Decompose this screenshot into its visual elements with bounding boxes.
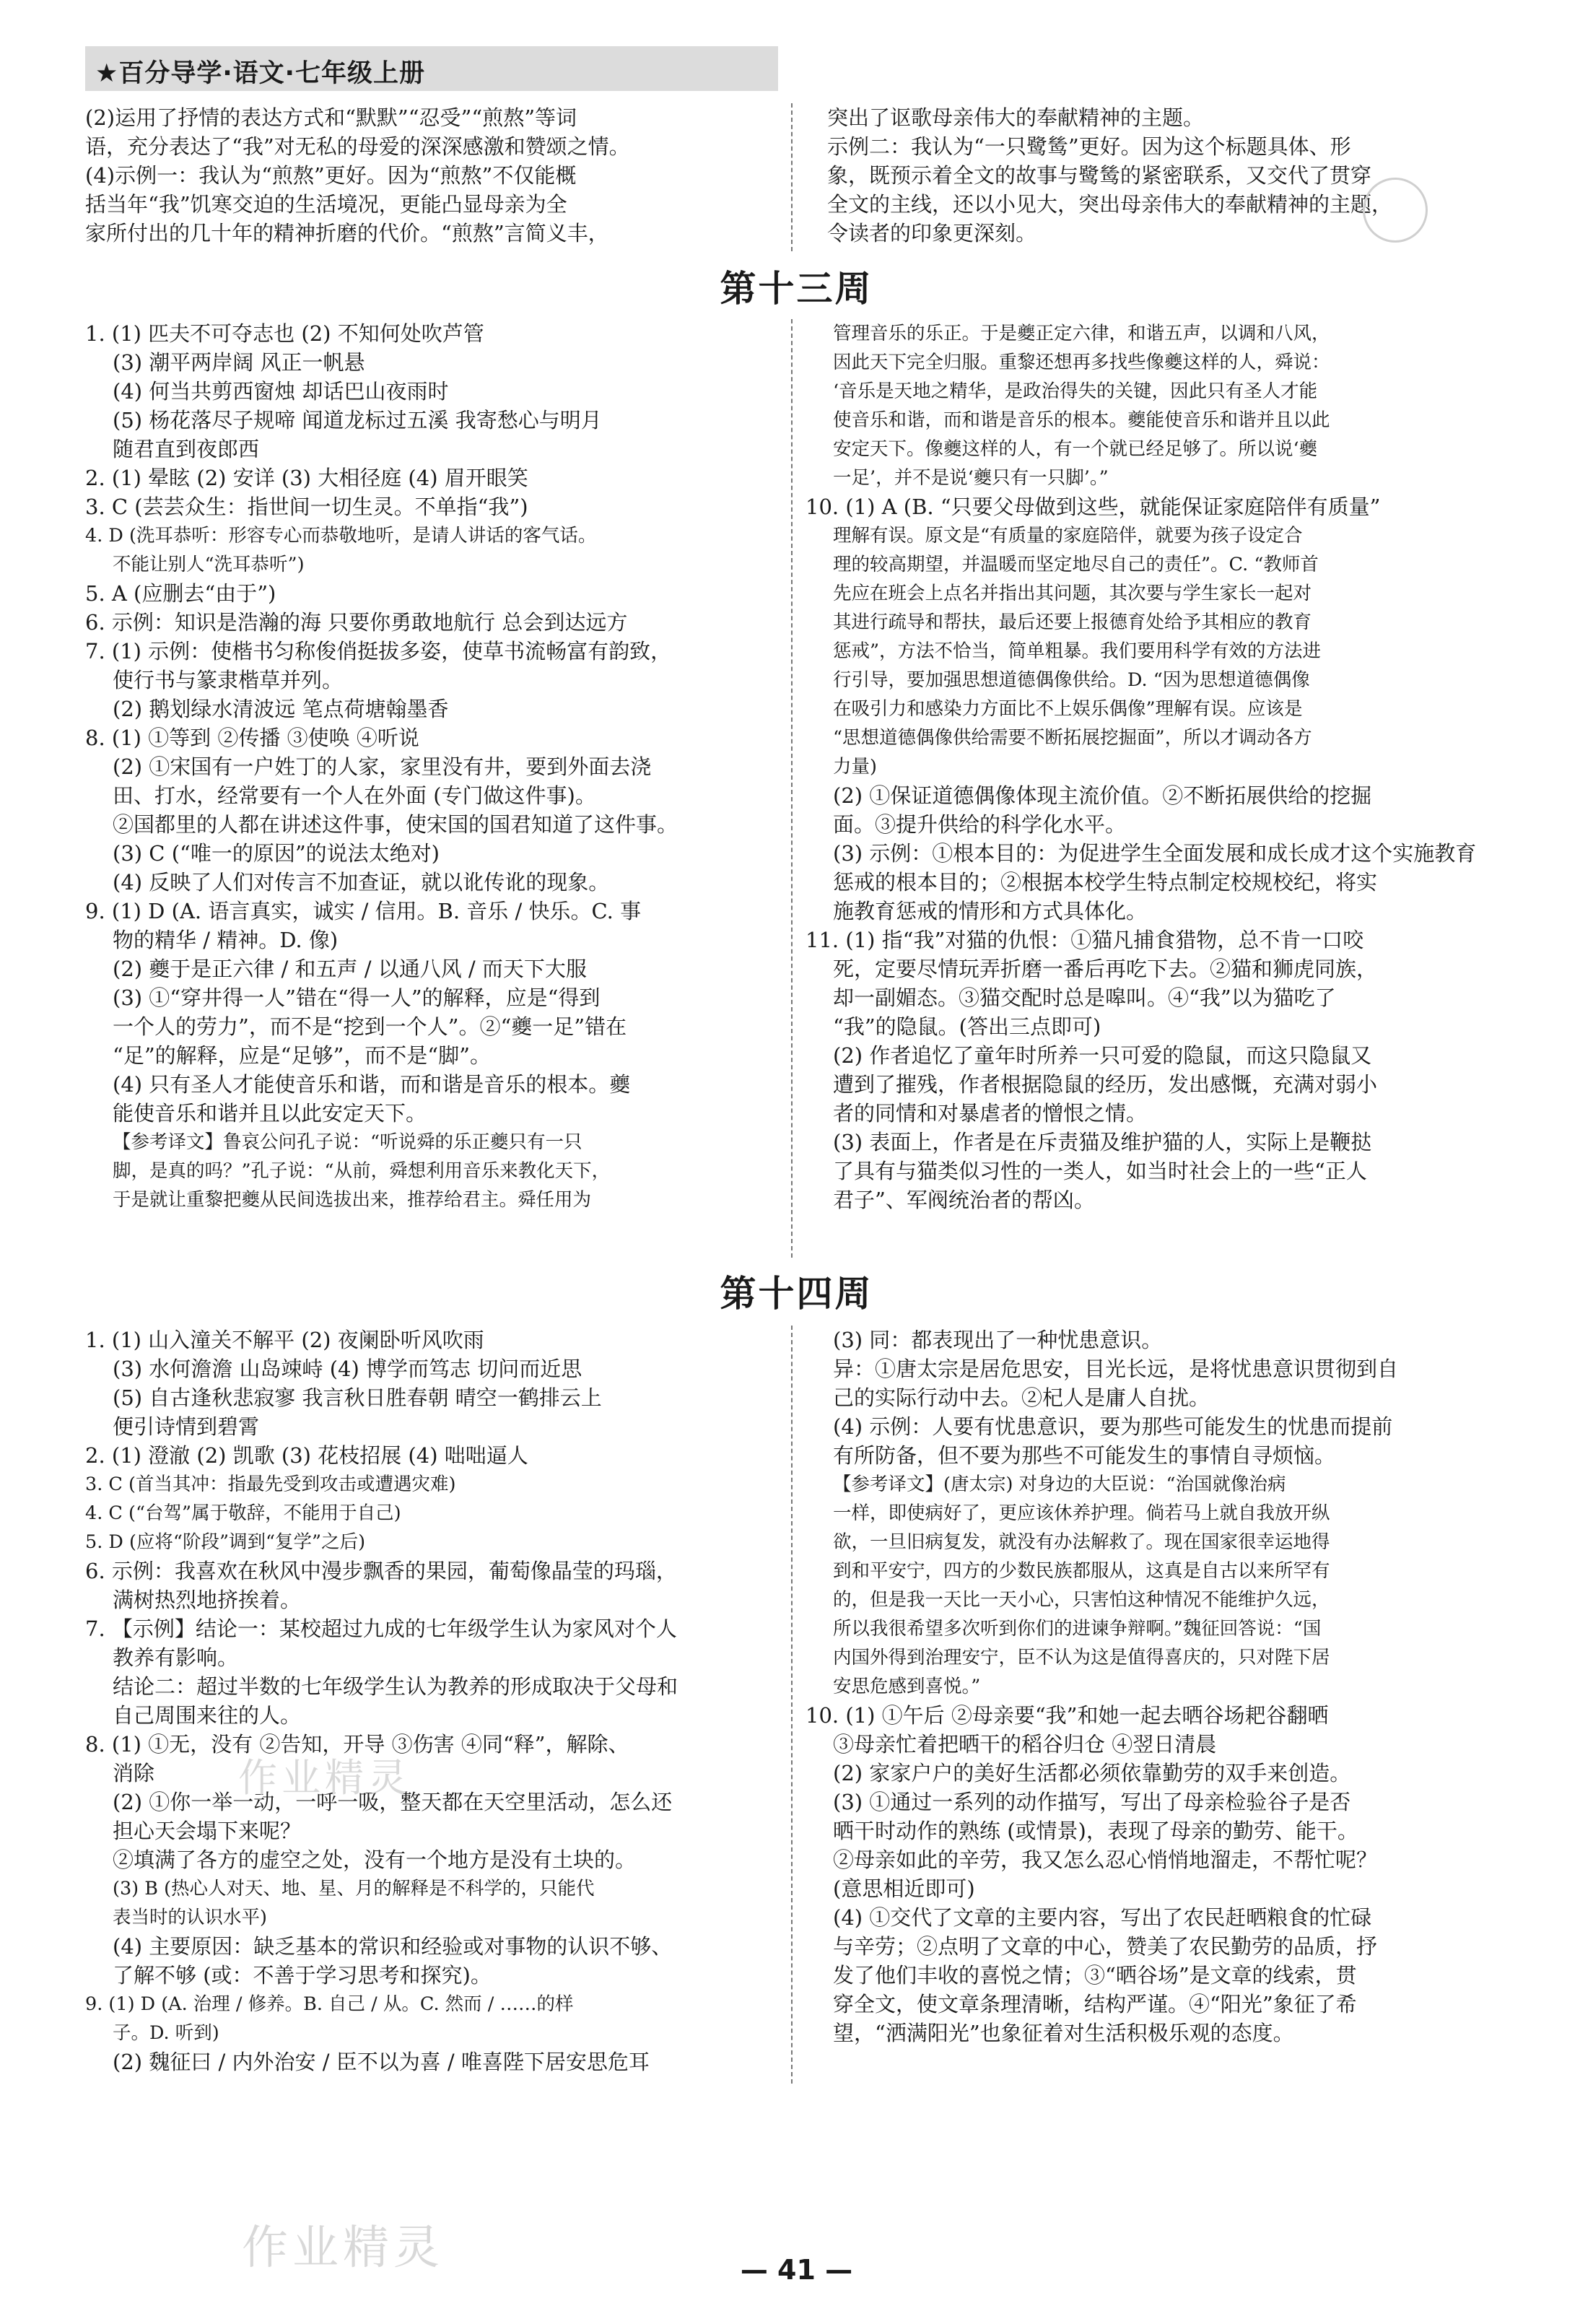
text-line: 其进行疏导和帮扶，最后还要上报德育处给予其相应的教育	[833, 612, 1312, 633]
text-line: 晒干时动作的熟练 (或情景)，表现了母亲的勤劳、能干。	[833, 1819, 1358, 1843]
text-line: (4) 何当共剪西窗烛 却话巴山夜雨时	[113, 379, 449, 404]
text-line: 发了他们丰收的喜悦之情；③“晒谷场”是文章的线索，贯	[833, 1963, 1357, 1988]
text-line: 君子”、军阀统治者的帮凶。	[833, 1188, 1095, 1212]
text-line: 的，但是我一天比一天小心，只害怕这种情况不能维护久远，	[833, 1589, 1330, 1611]
text-line: 田、打水，经常要有一个人在外面 (专门做这件事)。	[113, 783, 596, 808]
text-line: 理解有误。原文是“有质量的家庭陪伴，就要为孩子设定合	[833, 525, 1303, 547]
text-line: (2) ①宋国有一户姓丁的人家，家里没有井，要到外面去浇	[113, 754, 652, 779]
text-line: 4. D (洗耳恭听：形容专心而恭敬地听，是请人讲话的客气话。	[85, 525, 597, 547]
week-14-right-column	[806, 1326, 1398, 2047]
text-line: 惩戒”，方法不恰当，简单粗暴。我们要用科学有效的方法进	[833, 640, 1322, 662]
watermark-text: 作业精灵	[242, 2221, 444, 2275]
text-line: 括当年“我”饥寒交迫的生活境况，更能凸显母亲为全	[85, 192, 567, 217]
text-line: 1. (1) 山入潼关不解平 (2) 夜阑卧听风吹雨	[85, 1328, 484, 1352]
text-line: 行引导，要加强思想道德偶像供给。D. “因为思想道德偶像	[833, 669, 1310, 691]
text-line: 先应在班会上点名并指出其问题，其次要与学生家长一起对	[833, 583, 1312, 604]
text-line: 安思危感到喜悦。”	[833, 1676, 981, 1697]
text-line: (4) 示例：人要有忧患意识，要为那些可能发生的忧患而提前	[833, 1414, 1393, 1439]
text-line: (4) 反映了人们对传言不加查证，就以讹传讹的现象。	[113, 870, 610, 895]
text-line: (3) 表面上，作者是在斥责猫及维护猫的人，实际上是鞭挞	[833, 1130, 1372, 1154]
text-line: 穿全文，使文章条理清晰，结构严谨。④“阳光”象征了希	[833, 1992, 1357, 2016]
text-line: 示例二：我认为“一只鹭鸶”更好。因为这个标题具体、形	[827, 134, 1351, 159]
text-line: 随君直到夜郎西	[113, 437, 260, 461]
text-line: (5) 杨花落尽子规啼 闻道龙标过五溪 我寄愁心与明月	[113, 408, 602, 432]
text-line: 安定天下。像夔这样的人，有一个就已经足够了。所以说‘夔	[833, 438, 1318, 460]
text-line: 欲，一旦旧病复发，就没有办法解救了。现在国家很幸运地得	[833, 1531, 1330, 1553]
text-line: 2. (1) 晕眩 (2) 安详 (3) 大相径庭 (4) 眉开眼笑	[85, 466, 528, 490]
text-line: 5. A (应删去“由于”)	[85, 581, 276, 606]
column-divider	[791, 103, 793, 251]
text-line: 有所防备，但不要为那些不可能发生的事情自寻烦恼。	[833, 1443, 1336, 1468]
text-line: 死，定要尽情玩弄折磨一番后再吃下去。②猫和狮虎同族，	[833, 957, 1378, 981]
text-line: 6. 示例：知识是浩瀚的海 只要你勇敢地航行 总会到达远方	[85, 610, 628, 635]
text-line: 因此天下完全归服。重黎还想再多找些像夔这样的人，舜说：	[833, 352, 1330, 373]
page-number: — 41 —	[740, 2254, 853, 2286]
text-line: 遭到了摧残，作者根据隐鼠的经历，发出感慨，充满对弱小	[833, 1072, 1378, 1097]
text-line: (3) ①“穿井得一人”错在“得一人”的解释，应是“得到	[113, 985, 601, 1010]
text-line: (3) 同：都表现出了一种忧患意识。	[833, 1328, 1163, 1352]
text-line: 一样，即使病好了，更应该休养护理。倘若马上就自我放开纵	[833, 1502, 1330, 1524]
text-line: “我”的隐鼠。(答出三点即可)	[833, 1014, 1101, 1039]
text-line: 一个人的劳力”，而不是“挖到一个人”。②“夔一足”错在	[113, 1014, 627, 1039]
column-divider	[791, 319, 793, 1258]
text-line: 理的较高期望，并温暖而坚定地尽自己的责任”。C. “教师首	[833, 554, 1319, 575]
text-line: 1. (1) 匹夫不可夺志也 (2) 不知何处吹芦管	[85, 321, 484, 346]
week-13-right-column	[806, 319, 1476, 1214]
text-line: (4) 主要原因：缺乏基本的常识和经验或对事物的认识不够、	[113, 1934, 673, 1959]
text-line: 使音乐和谐，而和谐是音乐的根本。夔能使音乐和谐并且以此	[833, 409, 1330, 431]
text-line: (2) 家家户户的美好生活都必须依靠勤劳的双手来创造。	[833, 1761, 1351, 1785]
text-line: 象，既预示着全文的故事与鹭鸶的紧密联系，又交代了贯穿	[827, 163, 1372, 188]
text-line: 教养有影响。	[113, 1645, 239, 1670]
text-line: (2) 魏征曰 / 内外治安 / 臣不以为喜 / 唯喜陛下居安思危耳	[113, 2050, 650, 2074]
text-line: 3. C (首当其冲：指最先受到攻击或遭遇灾难)	[85, 1474, 456, 1495]
text-line: (3) ①通过一系列的动作描写，写出了母亲检验谷子是否	[833, 1790, 1351, 1814]
text-line: 却一副媚态。③猫交配时总是嗥叫。④“我”以为猫吃了	[833, 985, 1336, 1010]
text-line: (5) 自古逢秋悲寂寥 我言秋日胜春朝 晴空一鹤排云上	[113, 1385, 602, 1410]
text-line: 所以我很希望多次听到你们的进谏争辩啊。”魏征回答说：“国	[833, 1618, 1322, 1640]
text-line: 能使音乐和谐并且以此安定天下。	[113, 1101, 427, 1126]
text-line: (3) C (“唯一的原因”的说法太绝对)	[113, 841, 440, 866]
text-line: 10. (1) ①午后 ②母亲要“我”和她一起去晒谷场耙谷翻晒	[806, 1703, 1329, 1728]
text-line: (2)运用了抒情的表达方式和“默默”“忍受”“煎熬”等词	[85, 105, 577, 130]
text-line: 了具有与猫类似习性的一类人，如当时社会上的一些“正人	[833, 1159, 1367, 1183]
top-right-column	[827, 103, 1392, 248]
text-line: 于是就让重黎把夔从民间选拔出来，推荐给君主。舜任用为	[113, 1189, 592, 1211]
text-line: 结论二：超过半数的七年级学生认为教养的形成取决于父母和	[113, 1674, 678, 1699]
text-line: 脚，是真的吗？”孔子说：“从前，舜想利用音乐来教化天下，	[113, 1160, 611, 1182]
text-line: 语，充分表达了“我”对无私的母爱的深深感激和赞颂之情。	[85, 134, 630, 159]
week-13-title: 第十三周	[720, 268, 873, 310]
text-line: ②母亲如此的辛劳，我又怎么忍心悄悄地溜走，不帮忙呢？	[833, 1848, 1378, 1872]
text-line: 内国外得到治理安宁，臣不认为这是值得喜庆的，只对陛下居	[833, 1647, 1330, 1668]
text-line: 10. (1) A (B. “只要父母做到这些，就能保证家庭陪伴有质量”	[806, 495, 1381, 519]
text-line: 自己周围来往的人。	[113, 1703, 302, 1728]
text-line: ②填满了各方的虚空之处，没有一个地方是没有土块的。	[113, 1848, 637, 1872]
text-line: 2. (1) 澄澈 (2) 凯歌 (3) 花枝招展 (4) 咄咄逼人	[85, 1443, 528, 1468]
text-line: 者的同情和对暴虐者的憎恨之情。	[833, 1101, 1148, 1126]
text-line: (2) ①保证道德偶像体现主流价值。②不断拓展供给的挖掘	[833, 783, 1372, 808]
text-line: 与辛劳；②点明了文章的中心，赞美了农民勤劳的品质，抒	[833, 1934, 1378, 1959]
text-line: 在吸引力和感染力方面比不上娱乐偶像”理解有误。应该是	[833, 698, 1303, 720]
text-line: 使行书与篆隶楷草并列。	[113, 668, 344, 692]
text-line: (3) B (热心人对天、地、星、月的解释是不科学的，只能代	[113, 1878, 595, 1899]
text-line: 消除	[113, 1761, 155, 1785]
text-line: 担心天会塌下来呢？	[113, 1819, 302, 1843]
text-line: (2) ①你一举一动，一呼一吸，整天都在天空里活动，怎么还	[113, 1790, 673, 1814]
text-line: 到和平安宁，四方的少数民族都服从，这真是自古以来所罕有	[833, 1560, 1330, 1582]
text-line: 9. (1) D (A. 治理 / 修养。B. 自己 / 从。C. 然而 / ……的样	[85, 1993, 574, 2015]
watermark-text: 作业精灵	[238, 1755, 411, 1801]
text-line: 施教育惩戒的情形和方式具体化。	[833, 899, 1148, 923]
text-line: 11. (1) 指“我”对猫的仇恨：①猫凡捕食猎物，总不肯一口咬	[806, 928, 1364, 952]
text-line: (2) 夔于是正六律 / 和五声 / 以通八风 / 而天下大服	[113, 957, 587, 981]
text-line: 望，“洒满阳光”也象征着对生活积极乐观的态度。	[833, 2021, 1294, 2045]
text-line: 令读者的印象更深刻。	[827, 221, 1037, 245]
column-divider	[791, 1326, 793, 2084]
text-line: 全文的主线，还以小见大，突出母亲伟大的奉献精神的主题，	[827, 192, 1393, 217]
text-line: 表当时的认识水平)	[113, 1907, 267, 1928]
stamp-mark	[1363, 178, 1428, 243]
text-line: (3) 水何澹澹 山岛竦峙 (4) 博学而笃志 切问而近思	[113, 1357, 582, 1381]
text-line: “足”的解释，应是“足够”，而不是“脚”。	[113, 1043, 491, 1068]
text-line: (4) ①交代了文章的主要内容，写出了农民赶晒粮食的忙碌	[833, 1905, 1372, 1930]
text-line: (2) 鹅划绿水清波远 笔点荷塘翰墨香	[113, 697, 449, 721]
text-line: 管理音乐的乐正。于是夔正定六律，和谐五声，以调和八风，	[833, 323, 1330, 344]
text-line: ‘音乐是天地之精华，是政治得失的关键，因此只有圣人才能	[833, 380, 1318, 402]
text-line: 力量)	[833, 756, 877, 778]
text-line: 了解不够 (或：不善于学习思考和探究)。	[113, 1963, 492, 1988]
text-line: 异：①唐太宗是居危思安，目光长远，是将忧患意识贯彻到自	[833, 1357, 1399, 1381]
text-line: “思想道德偶像供给需要不断拓展挖掘面”，所以才调动各方	[833, 727, 1312, 749]
text-line: 一足’，并不是说‘夔只有一只脚’。”	[833, 467, 1109, 489]
text-line: 8. (1) ①等到 ②传播 ③使唤 ④听说	[85, 726, 419, 750]
text-line: 物的精华 / 精神。D. 像)	[113, 928, 339, 952]
text-line: ②国都里的人都在讲述这件事，使宋国的国君知道了这件事。	[113, 812, 678, 837]
text-line: 【参考译文】鲁哀公问孔子说：“听说舜的乐正夔只有一只	[113, 1131, 582, 1153]
text-line: (4) 只有圣人才能使音乐和谐，而和谐是音乐的根本。夔	[113, 1072, 631, 1097]
text-line: (意思相近即可)	[833, 1876, 975, 1901]
week-14-title: 第十四周	[720, 1273, 873, 1315]
text-line: ③母亲忙着把晒干的稻谷归仓 ④翌日清晨	[833, 1732, 1217, 1757]
text-line: (3) 示例：①根本目的：为促进学生全面发展和成长成才这个实施教育	[833, 841, 1477, 866]
text-line: 9. (1) D (A. 语言真实，诚实 / 信用。B. 音乐 / 快乐。C. 事	[85, 899, 642, 923]
text-line: 3. C (芸芸众生：指世间一切生灵。不单指“我”)	[85, 495, 528, 519]
text-line: (4)示例一：我认为“煎熬”更好。因为“煎熬”不仅能概	[85, 163, 577, 188]
week-13-left-column	[85, 319, 678, 1214]
text-line: 5. D (应将“阶段”调到“复学”之后)	[85, 1531, 366, 1553]
text-line: 4. C (“台驾”属于敬辞，不能用于自己)	[85, 1502, 401, 1524]
text-line: 7. (1) 示例：使楷书匀称俊俏挺拔多姿，使草书流畅富有韵致，	[85, 639, 672, 663]
text-line: 家所付出的几十年的精神折磨的代价。“煎熬”言简义丰，	[85, 221, 609, 245]
text-line: 7. 【示例】结论一：某校超过九成的七年级学生认为家风对个人	[85, 1616, 677, 1641]
text-line: (3) 潮平两岸阔 风正一帆悬	[113, 350, 365, 375]
text-line: 面。③提升供给的科学化水平。	[833, 812, 1127, 837]
text-line: 突出了讴歌母亲伟大的奉献精神的主题。	[827, 105, 1205, 130]
text-line: 满树热烈地挤挨着。	[113, 1588, 302, 1612]
book-title: ★百分导学·语文·七年级上册	[95, 59, 425, 88]
week-14-left-column	[85, 1326, 678, 2076]
page-header	[85, 46, 778, 91]
text-line: 便引诗情到碧霄	[113, 1414, 260, 1439]
text-line: 子。D. 听到)	[113, 2022, 219, 2044]
text-line: 己的实际行动中去。②杞人是庸人自扰。	[833, 1385, 1210, 1410]
text-line: 惩戒的根本目的；②根据本校学生特点制定校规校纪，将实	[833, 870, 1378, 895]
text-line: 【参考译文】(唐太宗) 对身边的大臣说：“治国就像治病	[833, 1474, 1286, 1495]
text-line: (2) 作者追忆了童年时所养一只可爱的隐鼠，而这只隐鼠又	[833, 1043, 1372, 1068]
text-line: 8. (1) ①无，没有 ②告知，开导 ③伤害 ④同“释”，解除、	[85, 1732, 629, 1757]
text-line: 6. 示例：我喜欢在秋风中漫步飘香的果园，葡萄像晶莹的玛瑙，	[85, 1559, 677, 1583]
text-line: 不能让别人“洗耳恭听”)	[113, 554, 305, 575]
top-left-column	[85, 103, 630, 248]
